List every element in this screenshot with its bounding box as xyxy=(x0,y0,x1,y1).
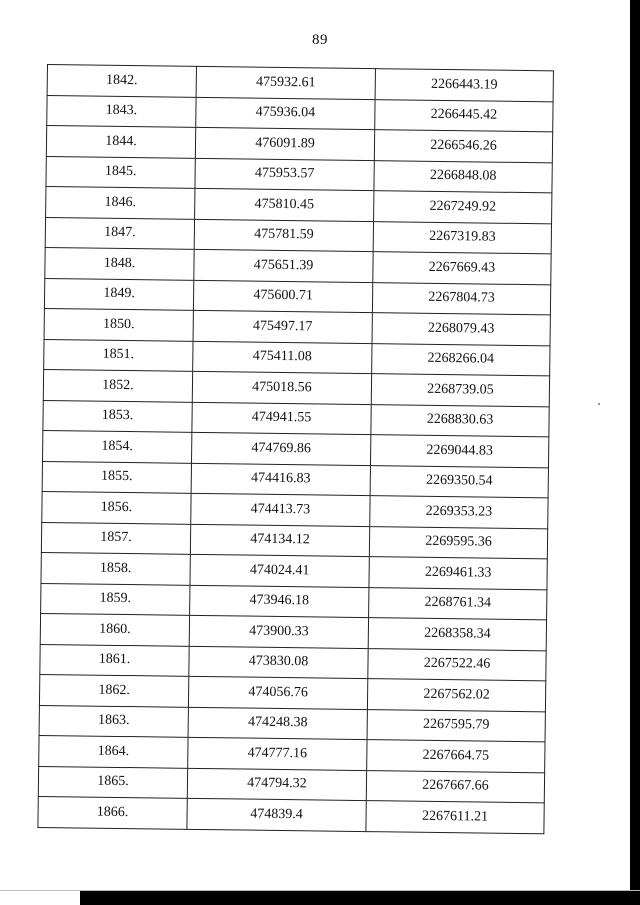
point-number-cell: 1855. xyxy=(42,461,191,493)
point-number-cell: 1848. xyxy=(45,247,194,279)
point-number-cell: 1845. xyxy=(46,156,195,188)
scan-speck xyxy=(598,403,600,405)
y-coordinate-cell: 2268266.04 xyxy=(372,343,550,376)
y-coordinate-cell: 2267522.46 xyxy=(368,648,546,681)
y-coordinate-cell: 2266445.42 xyxy=(375,99,553,132)
x-coordinate-cell: 473900.33 xyxy=(189,615,368,648)
x-coordinate-cell: 474941.55 xyxy=(192,402,371,435)
point-number-cell: 1853. xyxy=(43,400,192,432)
x-coordinate-cell: 474777.16 xyxy=(188,737,367,770)
x-coordinate-cell: 474134.12 xyxy=(190,524,369,557)
y-coordinate-cell: 2266546.26 xyxy=(374,130,552,163)
point-number-cell: 1858. xyxy=(41,552,190,584)
point-number-cell: 1860. xyxy=(40,613,189,645)
y-coordinate-cell: 2266848.08 xyxy=(374,160,552,193)
y-coordinate-cell: 2267595.79 xyxy=(367,709,545,742)
y-coordinate-cell: 2269353.23 xyxy=(370,496,548,529)
point-number-cell: 1850. xyxy=(44,308,193,340)
point-number-cell: 1854. xyxy=(43,430,192,462)
y-coordinate-cell: 2267669.43 xyxy=(373,252,551,285)
x-coordinate-cell: 475953.57 xyxy=(195,158,374,191)
point-number-cell: 1843. xyxy=(47,95,196,127)
scan-border-bottom xyxy=(80,891,640,905)
x-coordinate-cell: 474769.86 xyxy=(191,432,370,465)
x-coordinate-cell: 475600.71 xyxy=(193,280,372,313)
x-coordinate-cell: 475497.17 xyxy=(193,310,372,343)
x-coordinate-cell: 474839.4 xyxy=(187,798,366,831)
scan-border-right xyxy=(630,0,640,905)
coordinates-table xyxy=(37,64,554,834)
x-coordinate-cell: 474024.41 xyxy=(190,554,369,587)
coordinates-table-body xyxy=(38,65,554,834)
x-coordinate-cell: 474248.38 xyxy=(188,707,367,740)
point-number-cell: 1846. xyxy=(46,186,195,218)
x-coordinate-cell: 476091.89 xyxy=(195,127,374,160)
x-coordinate-cell: 475810.45 xyxy=(195,188,374,221)
point-number-cell: 1857. xyxy=(41,522,190,554)
point-number-cell: 1862. xyxy=(39,674,188,706)
y-coordinate-cell: 2269461.33 xyxy=(369,557,547,590)
point-number-cell: 1865. xyxy=(38,766,187,798)
y-coordinate-cell: 2268358.34 xyxy=(368,618,546,651)
y-coordinate-cell: 2269350.54 xyxy=(370,465,548,498)
x-coordinate-cell: 475932.61 xyxy=(196,66,375,99)
point-number-cell: 1863. xyxy=(39,705,188,737)
x-coordinate-cell: 474056.76 xyxy=(188,676,367,709)
x-coordinate-cell: 475018.56 xyxy=(192,371,371,404)
point-number-cell: 1844. xyxy=(46,126,195,158)
point-number-cell: 1849. xyxy=(44,278,193,310)
y-coordinate-cell: 2269595.36 xyxy=(369,526,547,559)
y-coordinate-cell: 2267664.75 xyxy=(367,740,545,773)
table-row xyxy=(38,796,544,833)
point-number-cell: 1856. xyxy=(42,491,191,523)
y-coordinate-cell: 2267249.92 xyxy=(374,191,552,224)
page-number: 89 xyxy=(312,32,328,48)
y-coordinate-cell: 2268761.34 xyxy=(369,587,547,620)
x-coordinate-cell: 473830.08 xyxy=(189,646,368,679)
point-number-cell: 1852. xyxy=(43,369,192,401)
y-coordinate-cell: 2267804.73 xyxy=(372,282,550,315)
point-number-cell: 1851. xyxy=(44,339,193,371)
y-coordinate-cell: 2267667.66 xyxy=(366,770,544,803)
y-coordinate-cell: 2268830.63 xyxy=(371,404,549,437)
x-coordinate-cell: 474413.73 xyxy=(191,493,370,526)
y-coordinate-cell: 2268079.43 xyxy=(372,313,550,346)
y-coordinate-cell: 2268739.05 xyxy=(371,374,549,407)
point-number-cell: 1864. xyxy=(39,735,188,767)
point-number-cell: 1842. xyxy=(47,65,196,97)
x-coordinate-cell: 475411.08 xyxy=(193,341,372,374)
y-coordinate-cell: 2267611.21 xyxy=(366,801,544,834)
point-number-cell: 1847. xyxy=(45,217,194,249)
x-coordinate-cell: 473946.18 xyxy=(190,585,369,618)
coordinates-table-container xyxy=(37,64,557,834)
y-coordinate-cell: 2267319.83 xyxy=(373,221,551,254)
x-coordinate-cell: 475781.59 xyxy=(194,219,373,252)
point-number-cell: 1859. xyxy=(41,583,190,615)
y-coordinate-cell: 2266443.19 xyxy=(375,69,553,102)
x-coordinate-cell: 475936.04 xyxy=(196,97,375,130)
y-coordinate-cell: 2269044.83 xyxy=(370,435,548,468)
x-coordinate-cell: 474794.32 xyxy=(187,768,366,801)
x-coordinate-cell: 474416.83 xyxy=(191,463,370,496)
y-coordinate-cell: 2267562.02 xyxy=(367,679,545,712)
point-number-cell: 1861. xyxy=(40,644,189,676)
x-coordinate-cell: 475651.39 xyxy=(194,249,373,282)
point-number-cell: 1866. xyxy=(38,796,187,828)
